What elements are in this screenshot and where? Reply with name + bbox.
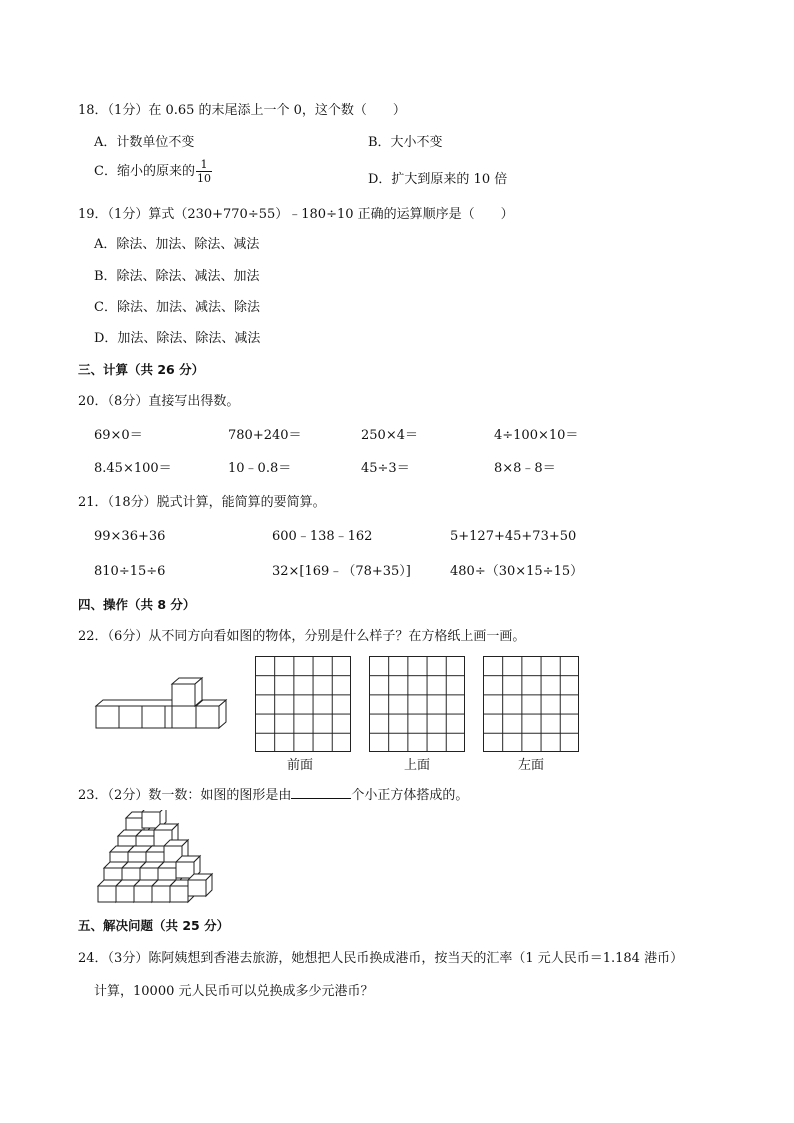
grid-top-view[interactable] xyxy=(369,656,465,752)
answer-blank[interactable] xyxy=(291,787,351,799)
q18-stem: 18．（1分）在 0.65 的末尾添上一个 0，这个数（ ） xyxy=(78,103,406,118)
q19-option-a: A．除法、加法、除法、减法 xyxy=(94,237,260,252)
q24-line1: 24．（3分）陈阿姨想到香港去旅游，她想把人民币换成港币，按当天的汇率（1 元人民币＝1.184 港币） xyxy=(78,951,684,966)
grid-front-view[interactable] xyxy=(255,656,351,752)
q20-item: 8×8﹣8＝ xyxy=(494,461,556,476)
q20-item: 10﹣0.8＝ xyxy=(228,461,292,476)
caption-front: 前面 xyxy=(287,758,314,773)
section-3-heading: 三、计算（共 26 分） xyxy=(78,362,205,377)
q24-line2: 计算，10000 元人民币可以兑换成多少元港币？ xyxy=(94,984,374,999)
q23-stem-after: 个小正方体搭成的。 xyxy=(351,788,469,803)
q20-item: 45÷3＝ xyxy=(361,461,410,476)
section-5-heading: 五、解决问题（共 25 分） xyxy=(78,918,230,933)
q19-stem: 19．（1分）算式（230+770÷55）﹣180÷10 正确的运算顺序是（ ） xyxy=(78,207,514,222)
q18-option-b: B．大小不变 xyxy=(368,135,443,150)
q20-item: 8.45×100＝ xyxy=(94,461,172,476)
q20-item: 4÷100×10＝ xyxy=(494,428,579,443)
fraction-numerator: 1 xyxy=(196,159,212,172)
fraction-one-tenth xyxy=(196,159,212,184)
section-4-heading: 四、操作（共 8 分） xyxy=(78,597,196,612)
q20-stem: 20．（8分）直接写出得数。 xyxy=(78,394,240,409)
q18-option-d: D．扩大到原来的 10 倍 xyxy=(368,172,508,187)
caption-left: 左面 xyxy=(518,758,545,773)
q21-item: 480÷（30×15÷15） xyxy=(450,564,584,579)
q21-item: 32×[169﹣（78+35）] xyxy=(272,564,411,579)
q20-item: 250×4＝ xyxy=(361,428,418,443)
grid-left-view[interactable] xyxy=(483,656,579,752)
q18-option-c xyxy=(94,159,212,184)
cube-pyramid-figure xyxy=(96,810,220,906)
q21-item: 810÷15÷6 xyxy=(94,564,166,579)
q19-option-d: D．加法、除法、除法、减法 xyxy=(94,331,261,346)
q19-option-b: B．除法、除法、减法、加法 xyxy=(94,269,260,284)
q20-item: 69×0＝ xyxy=(94,428,143,443)
fraction-denominator: 10 xyxy=(196,172,211,185)
q18-option-c-text: C．缩小的原来的 xyxy=(94,164,195,179)
q23-stem xyxy=(78,787,468,802)
q21-item: 5+127+45+73+50 xyxy=(450,529,577,544)
q18-option-a: A．计数单位不变 xyxy=(94,135,195,150)
q23-stem-before: 23．（2分）数一数：如图的图形是由 xyxy=(78,788,292,803)
q22-stem: 22．（6分）从不同方向看如图的物体，分别是什么样子？在方格纸上画一画。 xyxy=(78,629,526,644)
q21-stem: 21．（18分）脱式计算，能简算的要简算。 xyxy=(78,495,326,510)
q20-item: 780+240＝ xyxy=(228,428,302,443)
caption-top: 上面 xyxy=(404,758,431,773)
q21-item: 600﹣138﹣162 xyxy=(272,529,373,544)
q21-item: 99×36+36 xyxy=(94,529,166,544)
q19-option-c: C．除法、加法、减法、除法 xyxy=(94,300,260,315)
cube-object-figure xyxy=(92,672,232,738)
